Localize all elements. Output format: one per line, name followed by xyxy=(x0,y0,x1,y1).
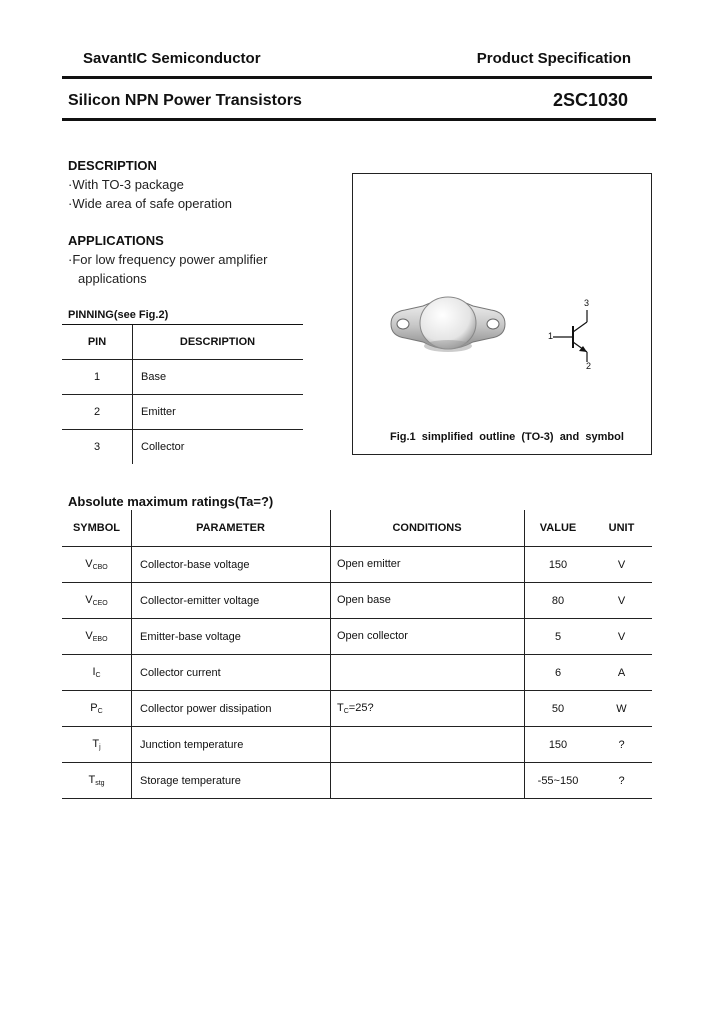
parameter-cell: Junction temperature xyxy=(132,727,331,763)
symbol-cell: $V_{CEO}$ xyxy=(62,583,132,619)
table-row xyxy=(62,430,303,465)
header-rule-top xyxy=(62,76,652,79)
conditions-cell xyxy=(331,727,525,763)
applications-title: APPLICATIONS xyxy=(68,233,164,248)
figure-box xyxy=(352,173,652,455)
doc-type: Product Specification xyxy=(476,50,631,67)
to3-package-image xyxy=(383,284,513,374)
value-cell: 150 xyxy=(525,547,592,583)
pin-label-base: 1 xyxy=(548,331,554,341)
ratings-title: Absolute maximum ratings(Ta=?) xyxy=(68,494,274,509)
unit-cell: A xyxy=(591,655,652,691)
part-number: 2SC1030 xyxy=(552,90,628,110)
description-header: DESCRIPTION xyxy=(133,325,304,360)
pinning-title: PINNING(see Fig.2) xyxy=(68,309,169,321)
description-item: ·Wide area of safe operation xyxy=(68,196,233,211)
symbol-header: SYMBOL xyxy=(62,510,132,547)
table-row xyxy=(62,395,303,430)
symbol-cell: $P_C$ xyxy=(62,691,132,727)
value-header: VALUE xyxy=(525,510,592,547)
table-row xyxy=(62,619,652,655)
symbol-cell: $T_j$ xyxy=(62,727,132,763)
value-cell: 5 xyxy=(525,619,592,655)
symbol-cell: $V_{EBO}$ xyxy=(62,619,132,655)
table-row xyxy=(62,655,652,691)
conditions-cell: Open base xyxy=(331,583,525,619)
parameter-cell: Emitter-base voltage xyxy=(132,619,331,655)
company-name: SavantIC Semiconductor xyxy=(83,50,261,67)
figure-caption: Fig.1 simplified outline (TO-3) and symbol xyxy=(390,431,624,443)
value-cell: 150 xyxy=(525,727,592,763)
unit-cell: ? xyxy=(591,763,652,799)
table-row xyxy=(62,583,652,619)
unit-cell: V xyxy=(591,619,652,655)
parameter-header: PARAMETER xyxy=(132,510,331,547)
pin-number: 2 xyxy=(62,395,133,430)
pinning-table xyxy=(62,325,303,464)
symbol-cell: $V_{CBO}$ xyxy=(62,547,132,583)
table-row xyxy=(62,763,652,799)
table-row xyxy=(62,727,652,763)
header-rule-bottom xyxy=(62,118,656,121)
conditions-cell: $T_C=25$? xyxy=(331,691,525,727)
unit-cell: V xyxy=(591,583,652,619)
parameter-cell: Storage temperature xyxy=(132,763,331,799)
ratings-table xyxy=(62,510,652,799)
pin-number: 1 xyxy=(62,360,133,395)
applications-line: ·For low frequency power amplifier xyxy=(68,252,268,267)
pin-number: 3 xyxy=(62,430,133,465)
pin-description: Emitter xyxy=(133,395,304,430)
conditions-cell xyxy=(331,655,525,691)
description-item: ·With TO-3 package xyxy=(68,177,184,192)
parameter-cell: Collector-base voltage xyxy=(132,547,331,583)
description-title: DESCRIPTION xyxy=(68,158,157,173)
unit-cell: ? xyxy=(591,727,652,763)
unit-cell: W xyxy=(591,691,652,727)
parameter-cell: Collector-emitter voltage xyxy=(132,583,331,619)
pin-label-emitter: 2 xyxy=(586,361,592,371)
conditions-cell: Open collector xyxy=(331,619,525,655)
value-cell: -55~150 xyxy=(525,763,592,799)
applications-line: applications xyxy=(78,271,147,286)
parameter-cell: Collector power dissipation xyxy=(132,691,331,727)
pin-label-collector: 3 xyxy=(584,298,590,308)
conditions-cell xyxy=(331,763,525,799)
table-row xyxy=(62,691,652,727)
pin-description: Base xyxy=(133,360,304,395)
symbol-cell: $T_{stg}$ xyxy=(62,763,132,799)
conditions-cell: Open emitter xyxy=(331,547,525,583)
value-cell: 6 xyxy=(525,655,592,691)
table-row xyxy=(62,360,303,395)
value-cell: 50 xyxy=(525,691,592,727)
value-cell: 80 xyxy=(525,583,592,619)
symbol-cell: $I_C$ xyxy=(62,655,132,691)
parameter-cell: Collector current xyxy=(132,655,331,691)
table-row xyxy=(62,547,652,583)
unit-header: UNIT xyxy=(591,510,652,547)
pin-description: Collector xyxy=(141,441,185,453)
product-title: Silicon NPN Power Transistors xyxy=(68,92,302,109)
conditions-header: CONDITIONS xyxy=(331,510,525,547)
unit-cell: V xyxy=(591,547,652,583)
pin-header: PIN xyxy=(62,325,133,360)
